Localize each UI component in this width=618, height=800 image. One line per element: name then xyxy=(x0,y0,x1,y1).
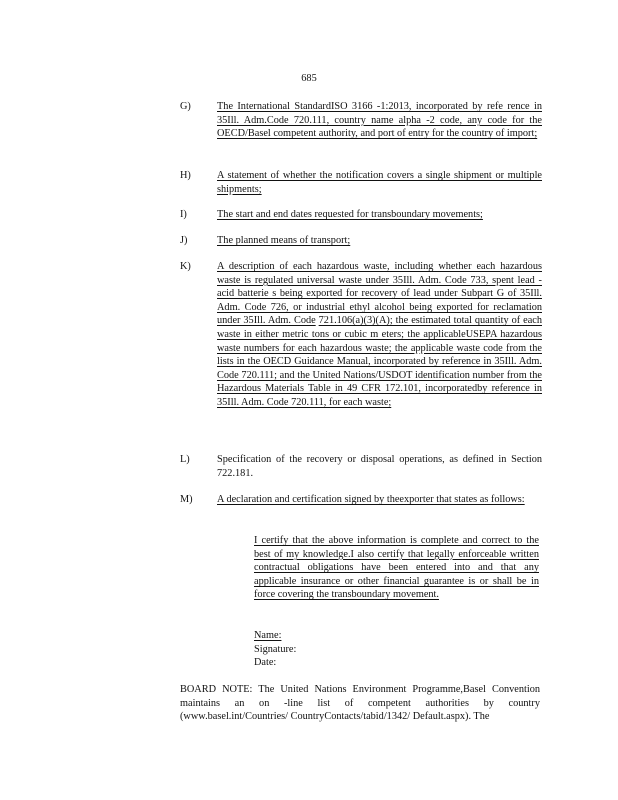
item-h xyxy=(180,169,542,196)
item-text: The International StandardISO 3166 -1:2013, incorporated by refe rence in 35Ill. Adm.Code 720.111, country name alpha -2 code, any code for the OECD/Basel competent authority, and port of entry for the country of import; xyxy=(217,101,542,140)
item-text: The start and end dates requested for transboundary movements; xyxy=(217,209,483,220)
item-l xyxy=(180,453,542,480)
item-label: J) xyxy=(180,235,188,246)
item-label: L) xyxy=(180,454,190,465)
item-text: Specification of the recovery or disposal operations, as defined in Section 722.181. xyxy=(217,454,542,479)
item-text: A statement of whether the notification covers a single shipment or multiple shipments; xyxy=(217,170,542,195)
name-line: Name: xyxy=(254,630,282,641)
item-j xyxy=(180,234,542,248)
item-m xyxy=(180,493,542,507)
date-line: Date: xyxy=(254,657,277,669)
item-text: The planned means of transport; xyxy=(217,235,351,246)
item-text-inserted: 721.106(a)(3)(A); the estimated total quantity of each waste in either metric tons or cubic m eters; the applicableUSEPA hazardous waste numbers for each hazardous waste; the applicable waste code from the lists in the OECD Guidance Manual, incorporated by reference in 35Ill. Adm. Code 720.111; and the United Nations/USDOT identification number from the Hazardous Materials Table in 49 CFR 172.101, incorporatedby reference in 35Ill. Adm. Code 720.111, for each waste; xyxy=(217,315,542,408)
page-number: 685 xyxy=(301,73,317,84)
item-label: G) xyxy=(180,101,191,112)
item-label: H) xyxy=(180,170,191,181)
item-text xyxy=(217,260,542,410)
item-label: K) xyxy=(180,261,191,272)
item-g xyxy=(180,100,542,141)
signature-line: Signature: xyxy=(254,643,297,655)
certification-statement: I certify that the above information is complete and correct to the best of my knowledge.I also certify that legally enforceable written contractual obligations have been entered into and that any applicable insurance or other financial guarantee is or shall be in force covering the transboundary movement. xyxy=(254,535,539,601)
item-label: M) xyxy=(180,494,193,505)
item-k xyxy=(180,260,542,410)
item-text: A declaration and certification signed by theexporter that states as follows: xyxy=(217,494,525,505)
board-note: BOARD NOTE: The United Nations Environment Programme,Basel Convention maintains an on -line list of competent authorities by country (www.basel.int/Countries/ CountryContacts/tabid/1342/ Default.aspx). The xyxy=(180,684,540,723)
item-label: I) xyxy=(180,209,187,220)
item-text-plain: A description of each hazardous waste, including whether each hazardous waste is regulated universal waste under 35Ill. Adm. Code 733, spent lead -acid batterie s being exported for recovery of lead under Subpart G of 35Ill. Adm. Code 726, or industrial ethyl alcohol being exported for reclamation under 35Ill. Adm. Code xyxy=(217,261,542,327)
signature-block xyxy=(254,629,454,670)
item-i xyxy=(180,208,542,222)
